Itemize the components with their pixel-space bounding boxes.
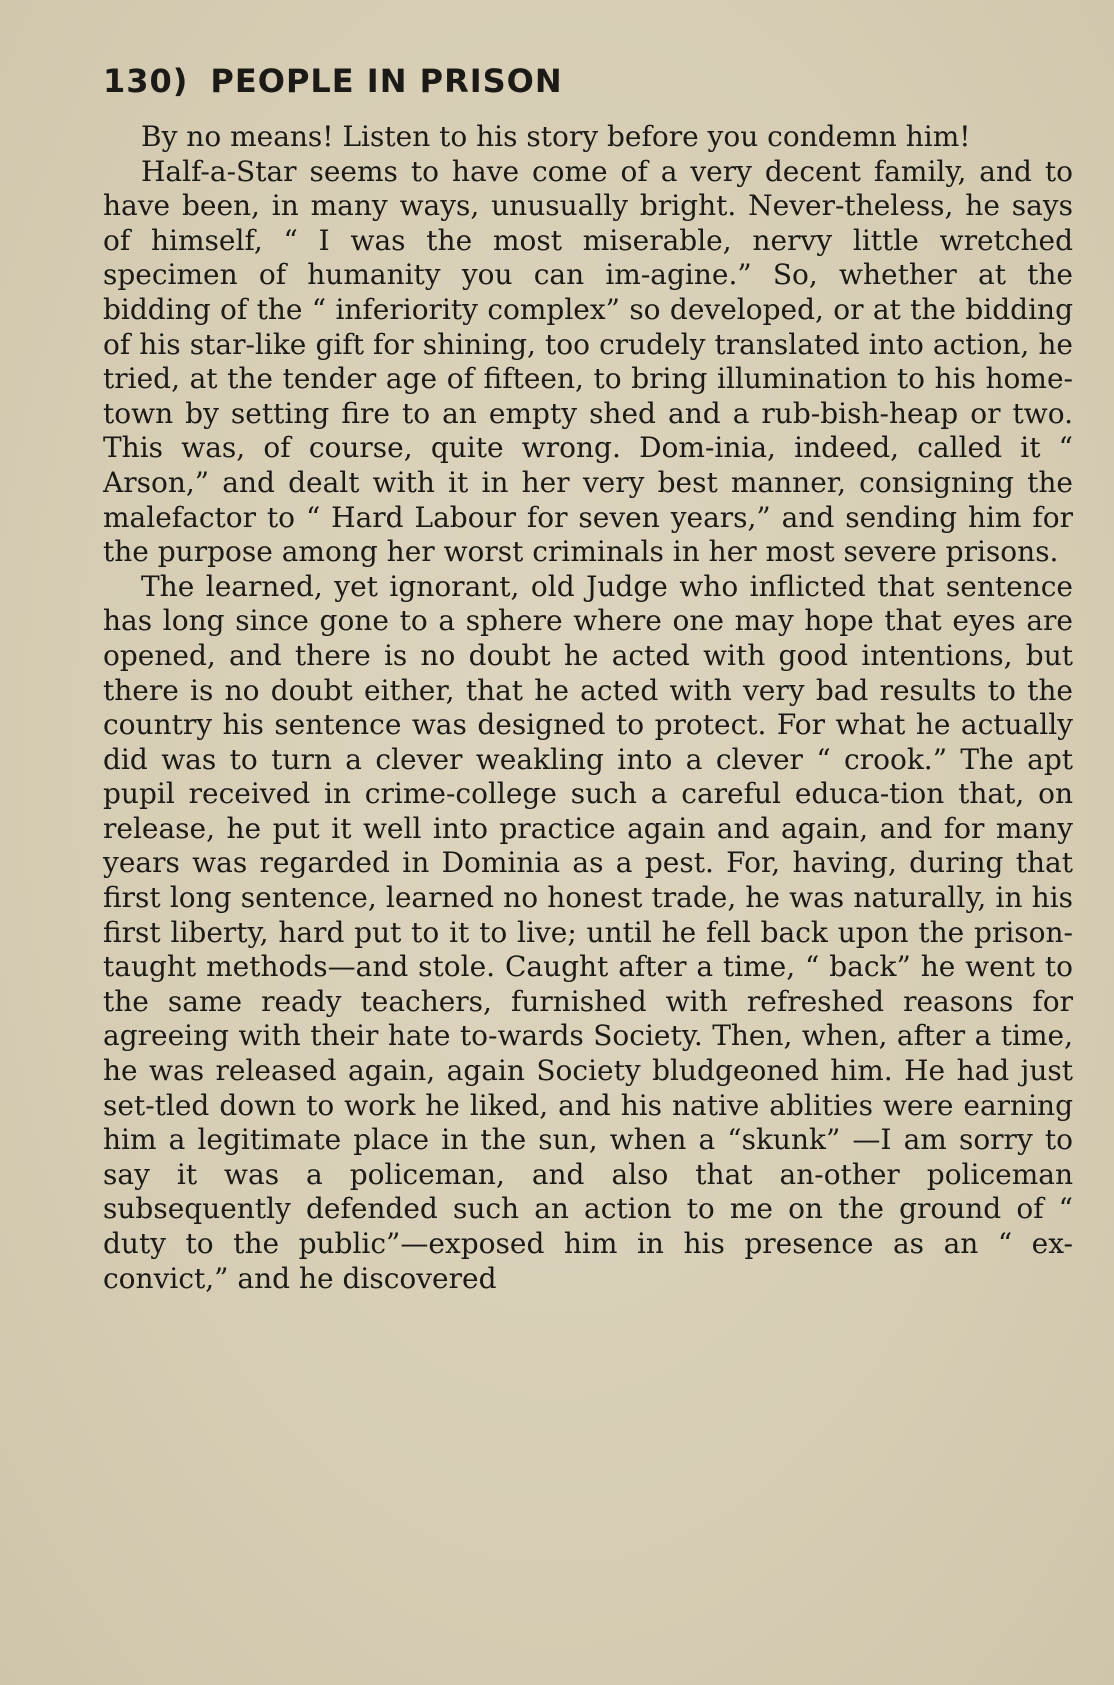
body-text <box>103 120 1073 1296</box>
running-title: PEOPLE IN PRISON <box>210 62 563 100</box>
page-number: 130) <box>103 62 189 100</box>
paragraph-3: The learned, yet ignorant, old Judge who inflicted that sentence has long since gone to a sphere where one may hope that eyes are opened, and there is no doubt he acted with good intentions, but there is no doubt either, that he acted with very bad results to the country his sentence was designed to protect. For what he actually did was to turn a clever weakling into a clever “ crook.” The apt pupil received in crime-college such a careful educa-tion that, on release, he put it well into practice again and again, and for many years was regarded in Dominia as a pest. For, having, during that first long sentence, learned no honest trade, he was naturally, in his first liberty, hard put to it to live; until he fell back upon the prison-taught methods—and stole. Caught after a time, “ back” he went to the same ready teachers, furnished with refreshed reasons for agreeing with their hate to-wards Society. Then, when, after a time, he was released again, again Society bludgeoned him. He had just set-tled down to work he liked, and his native ablities were earning him a legitimate place in the sun, when a “skunk” —I am sorry to say it was a policeman, and also that an-other policeman subsequently defended such an action to me on the ground of “ duty to the public”—exposed him in his presence as an “ ex-convict,” and he discovered <box>103 569 1073 1295</box>
page-header <box>103 62 563 100</box>
paragraph-1: By no means! Listen to his story before you condemn him! <box>141 120 971 153</box>
paragraph-2: Half-a-Star seems to have come of a very decent family, and to have been, in many ways, unusually bright. Never-theless, he says of himself, “ I was the most miserable, nervy little wretched specimen of humanity you can im-agine.” So, whether at the bidding of the “ inferiority complex” so developed, or at the bidding of his star-like gift for shining, too crudely translated into action, he tried, at the tender age of fifteen, to bring illumination to his home-town by setting fire to an empty shed and a rub-bish-heap or two. This was, of course, quite wrong. Dom-inia, indeed, called it “ Arson,” and dealt with it in her very best manner, consigning the malefactor to “ Hard Labour for seven years,” and sending him for the purpose among her worst criminals in her most severe prisons. <box>103 154 1073 569</box>
